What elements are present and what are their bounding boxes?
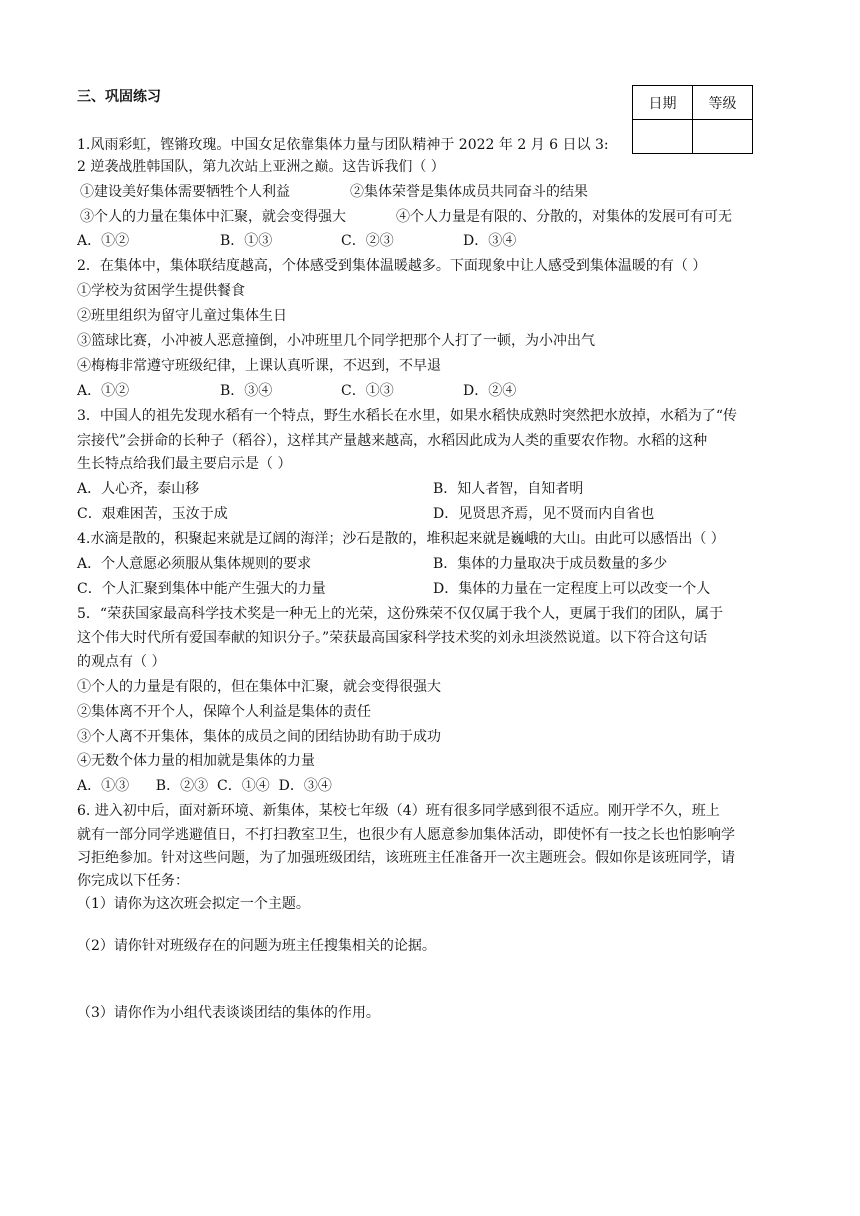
q6-stem-line3: 习拒绝参加。针对这些问题，为了加强班级团结，该班班主任准备开一次主题班会。假如你是该班同学，请 bbox=[77, 850, 735, 866]
q5-statement-4: ④无数个体力量的相加就是集体的力量 bbox=[77, 753, 315, 769]
q3-stem-line1: 3．中国人的祖先发现水稻有一个特点，野生水稻长在水里，如果水稻快成熟时突然把水放掉，水稻为了“传 bbox=[77, 408, 738, 424]
q4-choices-row1 bbox=[77, 554, 777, 574]
q4-choice-d[interactable]: D．集体的力量在一定程度上可以改变一个人 bbox=[433, 581, 711, 597]
q2-statement-4: ④梅梅非常遵守班级纪律，上课认真听课，不迟到，不早退 bbox=[77, 358, 441, 374]
q2-choice-a[interactable]: A．①② bbox=[77, 383, 130, 399]
date-cell bbox=[633, 120, 693, 154]
q1-statement-1: ①建设美好集体需要牺牲个人利益 bbox=[80, 184, 290, 200]
q1-choice-a[interactable]: A．①② bbox=[77, 233, 130, 249]
q4-stem: 4.水滴是散的，积聚起来就是辽阔的海洋；沙石是散的，堆积起来就是巍峨的大山。由此可以感悟出（ ） bbox=[77, 531, 725, 547]
grade-table bbox=[632, 85, 753, 154]
q5-statement-1: ①个人的力量是有限的，但在集体中汇聚，就会变得很强大 bbox=[77, 679, 441, 695]
q1-choices bbox=[77, 231, 777, 251]
q1-options-row1 bbox=[77, 182, 777, 202]
q3-stem-line2: 宗接代”会拼命的长种子（稻谷），这样其产量越来越高，水稻因此成为人类的重要农作物。水稻的这种 bbox=[77, 433, 708, 449]
q3-choices-row2 bbox=[77, 504, 777, 524]
q4-choice-c[interactable]: C．个人汇聚到集体中能产生强大的力量 bbox=[77, 581, 326, 597]
q3-choice-d[interactable]: D．见贤思齐焉，见不贤而内自省也 bbox=[433, 506, 655, 522]
q6-task-1: （1）请你为这次班会拟定一个主题。 bbox=[77, 896, 310, 912]
q1-choice-b[interactable]: B．①③ bbox=[220, 233, 273, 249]
q6-stem-line4: 你完成以下任务： bbox=[77, 873, 189, 889]
q1-statement-4: ④个人力量是有限的、分散的，对集体的发展可有可无 bbox=[396, 209, 732, 225]
q2-choice-c[interactable]: C．①③ bbox=[341, 383, 394, 399]
q1-choice-d[interactable]: D．③④ bbox=[463, 233, 517, 249]
q5-stem-line1: 5．“荣获国家最高科学技术奖是一种无上的光荣，这份殊荣不仅仅属于我个人，更属于我们的团队，属于 bbox=[77, 606, 724, 622]
q5-statement-3: ③个人离不开集体，集体的成员之间的团结协助有助于成功 bbox=[77, 729, 441, 745]
q4-choices-row2 bbox=[77, 579, 777, 599]
q2-statement-3: ③篮球比赛，小冲被人恶意撞倒，小冲班里几个同学把那个人打了一顿，为小冲出气 bbox=[77, 333, 595, 349]
q4-choice-b[interactable]: B．集体的力量取决于成员数量的多少 bbox=[433, 556, 668, 572]
q3-choice-c[interactable]: C．艰难困苦，玉汝于成 bbox=[77, 506, 228, 522]
q1-stem-line2: 2 逆袭战胜韩国队，第九次站上亚洲之巅。这告诉我们（ ） bbox=[77, 159, 445, 175]
q6-stem-line1: 6. 进入初中后，面对新环境、新集体，某校七年级（4）班有很多同学感到很不适应。刚开学不久，班上 bbox=[77, 803, 720, 819]
q3-choice-a[interactable]: A．人心齐，泰山移 bbox=[77, 481, 200, 497]
q5-choices[interactable]: A．①③ B．②③ C．①④ D．③④ bbox=[77, 778, 332, 794]
q2-choices bbox=[77, 381, 777, 401]
q3-choices-row1 bbox=[77, 479, 777, 499]
level-header: 等级 bbox=[693, 86, 753, 120]
q5-stem-line2: 这个伟大时代所有爱国奉献的知识分子。”荣获最高国家科学技术奖的刘永坦淡然说道。以下符合这句话 bbox=[77, 630, 708, 646]
q4-choice-a[interactable]: A．个人意愿必须服从集体规则的要求 bbox=[77, 556, 312, 572]
date-header: 日期 bbox=[633, 86, 693, 120]
q6-stem-line2: 就有一部分同学逃避值日，不打扫教室卫生，也很少有人愿意参加集体活动，即使怀有一技之长也怕影响学 bbox=[77, 827, 735, 843]
q5-stem-line3: 的观点有（ ） bbox=[77, 654, 166, 670]
q1-choice-c[interactable]: C．②③ bbox=[341, 233, 394, 249]
section-title: 三、巩固练习 bbox=[77, 89, 161, 105]
q6-task-3: （3）请你作为小组代表谈谈团结的集体的作用。 bbox=[77, 1005, 380, 1021]
q1-statement-3: ③个人的力量在集体中汇聚，就会变得强大 bbox=[80, 209, 346, 225]
q2-choice-b[interactable]: B．③④ bbox=[220, 383, 273, 399]
q1-statement-2: ②集体荣誉是集体成员共同奋斗的结果 bbox=[350, 184, 588, 200]
q3-stem-line3: 生长特点给我们最主要启示是（ ） bbox=[77, 456, 292, 472]
q2-statement-2: ②班里组织为留守儿童过集体生日 bbox=[77, 308, 287, 324]
q5-statement-2: ②集体离不开个人，保障个人利益是集体的责任 bbox=[77, 704, 371, 720]
q6-task-2: （2）请你针对班级存在的问题为班主任搜集相关的论据。 bbox=[77, 938, 436, 954]
q2-statement-1: ①学校为贫困学生提供餐食 bbox=[77, 283, 245, 299]
q3-choice-b[interactable]: B．知人者智，自知者明 bbox=[433, 481, 584, 497]
q2-stem: 2．在集体中，集体联结度越高，个体感受到集体温暖越多。下面现象中让人感受到集体温暖的有（ ） bbox=[77, 258, 707, 274]
q2-choice-d[interactable]: D．②④ bbox=[463, 383, 517, 399]
level-cell bbox=[693, 120, 753, 154]
q1-options-row2 bbox=[77, 207, 777, 227]
q1-stem-line1: 1.风雨彩虹，铿锵玫瑰。中国女足依靠集体力量与团队精神于 2022 年 2 月 6 日以 3: bbox=[77, 137, 609, 153]
